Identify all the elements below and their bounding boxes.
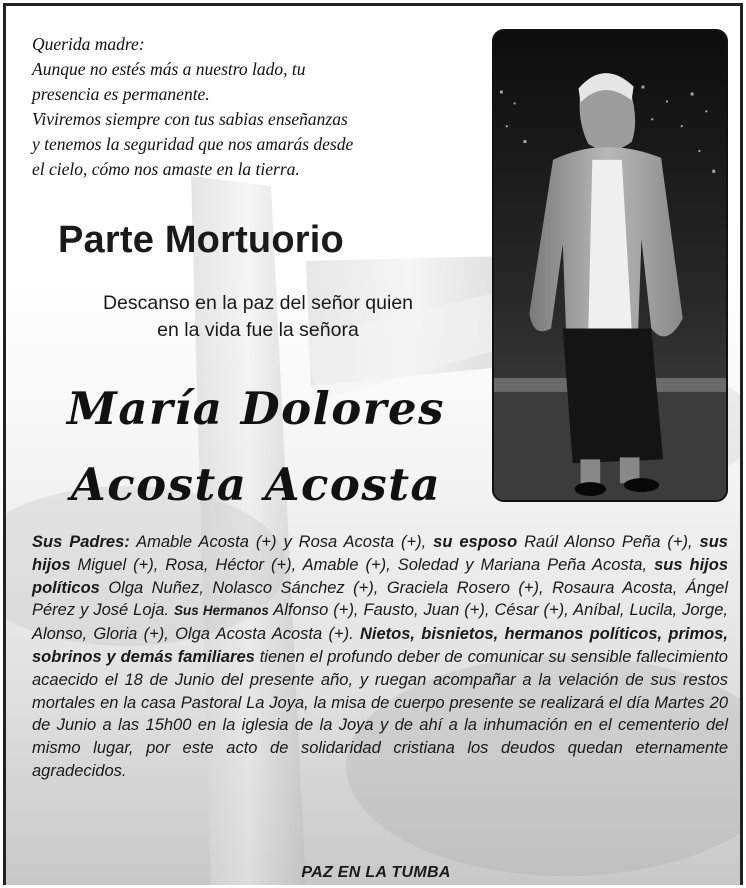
body-text-segment: Miguel (+), Rosa, Héctor (+), Amable (+), Soledad y Mariana Peña Acosta, [70, 555, 655, 574]
body-text-segment: Raúl Alonso Peña (+), [517, 533, 700, 551]
poem-line: y tenemos la seguridad que nos amarás desde [32, 134, 354, 154]
body-text-segment: Amable Acosta (+) y Rosa Acosta (+), [129, 533, 434, 551]
notice-subtitle [36, 290, 480, 344]
poem-line: Viviremos siempre con tus sabias enseñanzas [32, 109, 348, 129]
notice-body [32, 531, 728, 783]
subtitle-line: Descanso en la paz del señor quien [102, 292, 414, 314]
body-label-siblings: Sus Hermanos [173, 603, 269, 619]
deceased-given-names: María Dolores [67, 382, 445, 435]
body-label-children-in-law: sus hijos políticos [32, 555, 728, 597]
poem-line: presencia es permanente. [32, 84, 210, 104]
subtitle-line: en la vida fue la señora [157, 319, 359, 341]
deceased-photo [492, 29, 728, 502]
closing-phrase: PAZ EN LA TUMBA [301, 864, 451, 881]
body-label-children: sus hijos [32, 533, 728, 574]
poem-line: Aunque no estés más a nuestro lado, tu [32, 59, 306, 79]
dedication-poem [32, 32, 462, 182]
body-label-spouse: su esposo [433, 533, 518, 551]
poem-line: el cielo, cómo nos amaste en la tierra. [32, 159, 300, 179]
body-label-relatives: Nietos, bisnietos, hermanos políticos, primos, sobrinos y demás familiares [32, 625, 728, 666]
body-text-segment: tienen el profundo deber de comunicar su sensible fallecimiento acaecido el 18 de Junio del presente año, y ruegan acompañar a la velación de sus restos mortales en la casa Pastoral La Joya, la misa de cuerpo presente se realizará el día Martes 20 de Junio a las 15h00 en la iglesia de la Joya y de ahí a la inhumación en el cementerio del mismo lugar, por este acto de solidaridad cristiana los deudos quedan eternamente agradecidos. [32, 647, 728, 780]
deceased-surnames: Acosta Acosta [70, 458, 442, 511]
deceased-name [18, 371, 494, 523]
body-text-segment: Alfonso (+), Fausto, Juan (+), César (+), Aníbal, Lucila, Jorge, Alonso, Gloria (+), Olga Acosta Acosta (+). [32, 601, 728, 644]
body-text-segment: Olga Nuñez, Nolasco Sánchez (+), Graciela Rosero (+), Rosaura Acosta, Ángel Pérez y José Loja. [32, 578, 728, 620]
portrait-image [494, 31, 726, 500]
notice-title: Parte Mortuorio [58, 219, 344, 261]
body-label-parents: Sus Padres: [32, 533, 130, 551]
obituary-notice [3, 3, 743, 885]
poem-line: Querida madre: [32, 34, 145, 54]
